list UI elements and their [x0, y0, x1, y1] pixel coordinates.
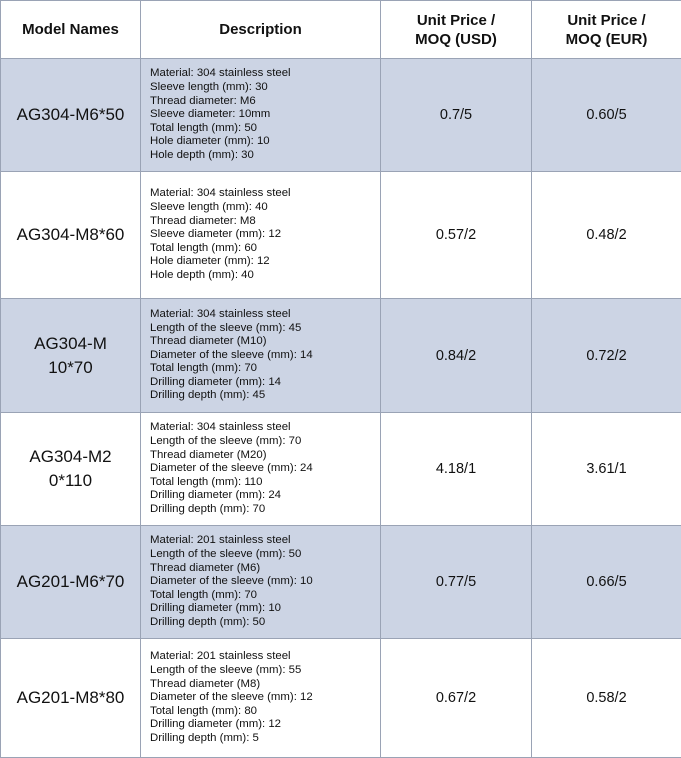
price-eur: 0.60/5: [586, 107, 626, 123]
description-line: Diameter of the sleeve (mm): 14: [150, 349, 380, 363]
description-cell: [141, 526, 381, 639]
description-line: Material: 304 stainless steel: [150, 308, 380, 322]
description-cell: [141, 639, 381, 758]
model-name: AG201-M6*70: [17, 572, 125, 591]
description-line: Total length (mm): 50: [150, 122, 380, 136]
description-line: Total length (mm): 60: [150, 242, 380, 256]
price-eur-cell: [532, 59, 681, 172]
table-row: [1, 59, 681, 172]
description-line: Sleeve diameter: 10mm: [150, 108, 380, 122]
description-line: Drilling diameter (mm): 12: [150, 718, 380, 732]
price-eur-cell: [532, 299, 681, 413]
model-name: AG304-M20*110: [26, 445, 116, 493]
header-description-label: Description: [219, 21, 302, 38]
header-eur-line-1: Unit Price /: [532, 11, 681, 30]
price-eur-cell: [532, 413, 681, 526]
description-line: Material: 201 stainless steel: [150, 534, 380, 548]
description-line: Drilling diameter (mm): 24: [150, 489, 380, 503]
model-name: AG304-M6*50: [17, 105, 125, 124]
model-name-cell: [1, 299, 141, 413]
description-line: Thread diameter (M6): [150, 562, 380, 576]
description-line: Thread diameter (M10): [150, 335, 380, 349]
price-usd: 0.84/2: [436, 348, 476, 364]
description-line: Length of the sleeve (mm): 45: [150, 322, 380, 336]
model-name: AG201-M8*80: [17, 688, 125, 707]
description-line: Material: 304 stainless steel: [150, 187, 380, 201]
price-usd-cell: [381, 59, 532, 172]
description-line: Sleeve length (mm): 40: [150, 201, 380, 215]
description-line: Thread diameter (M8): [150, 678, 380, 692]
description-line: Thread diameter: M8: [150, 215, 380, 229]
description-cell: [141, 299, 381, 413]
description-line: Drilling depth (mm): 70: [150, 503, 380, 517]
description-line: Drilling diameter (mm): 10: [150, 602, 380, 616]
model-name-cell: [1, 59, 141, 172]
description-line: Sleeve diameter (mm): 12: [150, 228, 380, 242]
description-line: Material: 304 stainless steel: [150, 421, 380, 435]
price-eur: 0.48/2: [586, 227, 626, 243]
description-line: Length of the sleeve (mm): 55: [150, 664, 380, 678]
description-line: Material: 201 stainless steel: [150, 650, 380, 664]
price-usd: 0.67/2: [436, 690, 476, 706]
price-usd: 0.77/5: [436, 574, 476, 590]
price-usd-cell: [381, 639, 532, 758]
header-unit-price-usd: [381, 1, 532, 59]
table-row: [1, 413, 681, 526]
table-row: [1, 172, 681, 299]
description-line: Hole depth (mm): 40: [150, 269, 380, 283]
description-line: Material: 304 stainless steel: [150, 67, 380, 81]
description-cell: [141, 172, 381, 299]
price-usd-cell: [381, 299, 532, 413]
description-line: Drilling depth (mm): 5: [150, 732, 380, 746]
price-eur: 0.58/2: [586, 690, 626, 706]
description-line: Drilling diameter (mm): 14: [150, 376, 380, 390]
description-line: Drilling depth (mm): 50: [150, 616, 380, 630]
price-eur-cell: [532, 526, 681, 639]
description-line: Diameter of the sleeve (mm): 10: [150, 575, 380, 589]
model-name-cell: [1, 413, 141, 526]
price-usd: 0.57/2: [436, 227, 476, 243]
description-line: Length of the sleeve (mm): 70: [150, 435, 380, 449]
description-line: Sleeve length (mm): 30: [150, 81, 380, 95]
description-line: Thread diameter: M6: [150, 95, 380, 109]
model-name-cell: [1, 172, 141, 299]
price-eur-cell: [532, 639, 681, 758]
description-line: Total length (mm): 80: [150, 705, 380, 719]
table-row: [1, 299, 681, 413]
model-name: AG304-M10*70: [31, 332, 111, 380]
description-line: Hole diameter (mm): 10: [150, 135, 380, 149]
header-eur-line-2: MOQ (EUR): [532, 30, 681, 49]
description-line: Thread diameter (M20): [150, 449, 380, 463]
price-eur: 0.72/2: [586, 348, 626, 364]
price-usd-cell: [381, 413, 532, 526]
price-usd: 0.7/5: [440, 107, 472, 123]
header-model-label: Model Names: [22, 21, 119, 38]
price-usd-cell: [381, 526, 532, 639]
table-row: [1, 639, 681, 758]
price-usd-cell: [381, 172, 532, 299]
price-eur: 3.61/1: [586, 461, 626, 477]
description-line: Total length (mm): 70: [150, 589, 380, 603]
description-line: Length of the sleeve (mm): 50: [150, 548, 380, 562]
price-eur-cell: [532, 172, 681, 299]
model-name-cell: [1, 639, 141, 758]
header-row: [1, 1, 681, 59]
header-usd-line-2: MOQ (USD): [381, 30, 531, 49]
price-usd: 4.18/1: [436, 461, 476, 477]
header-unit-price-eur: [532, 1, 681, 59]
description-line: Total length (mm): 70: [150, 362, 380, 376]
description-line: Diameter of the sleeve (mm): 12: [150, 691, 380, 705]
price-eur: 0.66/5: [586, 574, 626, 590]
model-name: AG304-M8*60: [17, 225, 125, 244]
model-name-cell: [1, 526, 141, 639]
header-description: [141, 1, 381, 59]
description-cell: [141, 413, 381, 526]
description-line: Hole depth (mm): 30: [150, 149, 380, 163]
header-usd-line-1: Unit Price /: [381, 11, 531, 30]
description-line: Hole diameter (mm): 12: [150, 255, 380, 269]
description-line: Drilling depth (mm): 45: [150, 389, 380, 403]
table-row: [1, 526, 681, 639]
header-model-names: [1, 1, 141, 59]
description-line: Diameter of the sleeve (mm): 24: [150, 462, 380, 476]
description-cell: [141, 59, 381, 172]
description-line: Total length (mm): 110: [150, 476, 380, 490]
